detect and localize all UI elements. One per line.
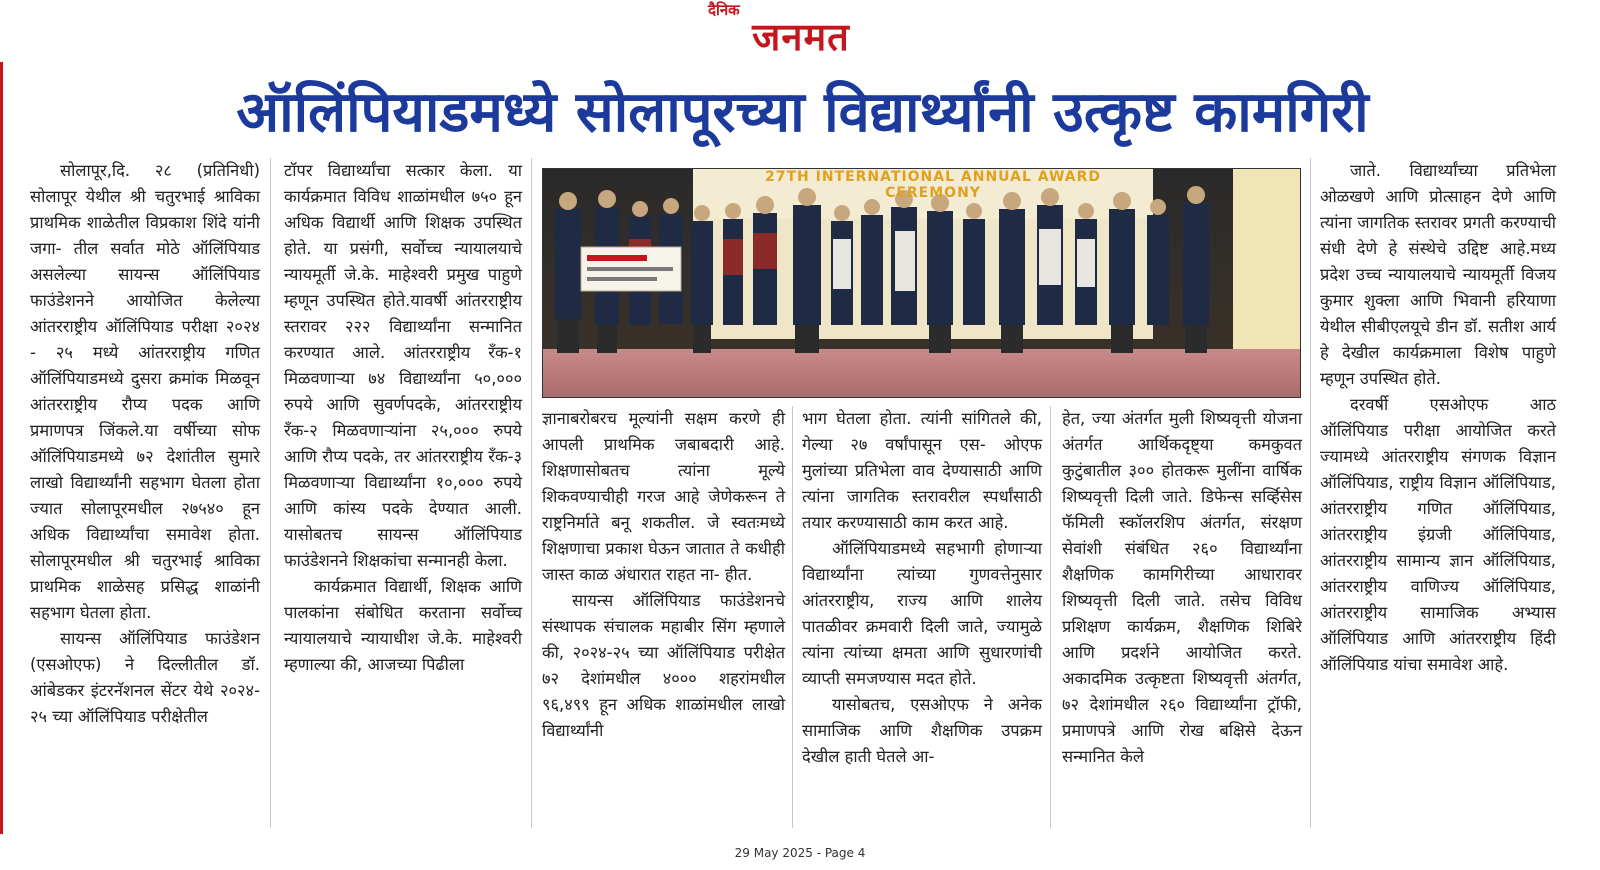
logo-big-text: जनमत [752, 15, 850, 59]
logo-small-text: दैनिक [708, 1, 740, 19]
column-divider [1050, 406, 1051, 828]
column-2 [284, 158, 522, 678]
newspaper-logo [696, 2, 906, 62]
column-2-paragraph-2: कार्यक्रमात विद्यार्थी, शिक्षक आणि पालकांना संबोधित करताना सर्वोच्च न्यायालयाचे न्यायाधीश जे.के. माहेश्वरी म्हणाल्या की, आजच्या पिढीला [284, 577, 522, 674]
column-1-paragraph-1: सोलापूर,दि. २८ (प्रतिनिधी) सोलापूर येथील श्री चतुरभाई श्राविका प्राथमिक शाळेतील विप्रकाश शिंदे यांनी जगा- तील सर्वात मोठे ऑलिंपियाड असलेल्या सायन्स ऑलिंपियाड फाउंडेशनने आयोजित केलेल्या आंतरराष्ट्रीय ऑलिंपियाड परीक्षा २०२४ - २५ मध्ये आंतरराष्ट्रीय गणित ऑलिंपियाडमध्ये दुसरा क्रमांक मिळवून आंतरराष्ट्रीय रौप्य पदक आणि प्रमाणपत्र जिंकले.या वर्षीच्या सोफ ऑलिंपियाडमध्ये ७२ देशांतील सुमारे लाखो विद्यार्थ्यांनी सहभाग घेतला होता ज्यात सोलापूरमधील २७५४० हून अधिक विद्यार्थ्यांचा समावेश होता. सोलापूरमधील श्री चतुरभाई श्राविका प्राथमिक शाळेसह प्रसिद्ध शाळांनी सहभाग घेतला होता. [30, 161, 260, 622]
column-4-paragraph-1: भाग घेतला होता. त्यांनी सांगितले की, गेल्या २७ वर्षांपासून एस- ओएफ मुलांच्या प्रतिभेला वाव देण्यासाठी आणि त्यांना जागतिक स्तरावरील स्पर्धांसाठी तयार करण्यासाठी काम करत आहे. [802, 409, 1042, 532]
column-4-paragraph-2: ऑलिंपियाडमध्ये सहभागी होणाऱ्या विद्यार्थ्यांना त्यांच्या गुणवत्तेनुसार आंतरराष्ट्रीय, राज्य आणि शालेय पातळीवर क्रमवारी दिली जाते, ज्यामुळे त्यांना त्यांच्या क्षमता आणि सुधारणांची व्याप्ती समजण्यास मदत होते. [802, 539, 1042, 688]
column-5 [1062, 406, 1302, 770]
award-ceremony-photo [542, 168, 1301, 398]
column-4 [802, 406, 1042, 770]
column-divider [792, 406, 793, 828]
column-2-paragraph-1: टॉपर विद्यार्थ्यांचा सत्कार केला. या कार्यक्रमात विविध शाळांमधील ७५० हून अधिक विद्यार्थी आणि शिक्षक उपस्थित होते. या प्रसंगी, सर्वोच्च न्यायालयाचे न्यायमूर्ती जे.के. माहेश्वरी प्रमुख पाहुणे म्हणून उपस्थित होते.यावर्षी आंतरराष्ट्रीय स्तरावर २२२ विद्यार्थ्यांना सन्मानित करण्यात आले. आंतरराष्ट्रीय रँक-१ मिळवणाऱ्या ७४ विद्यार्थ्यांना ५०,००० रुपये आणि सुवर्णपदके, आंतरराष्ट्रीय रँक-२ मिळवणाऱ्यांना २५,००० रुपये आणि रौप्य पदके, तर आंतरराष्ट्रीय रँक-३ मिळवणाऱ्या विद्यार्थ्यांना १०,००० रुपये आणि कांस्य पदके देण्यात आली. यासोबतच सायन्स ऑलिंपियाड फाउंडेशनने शिक्षकांचा सन्मानही केला. [284, 161, 522, 570]
column-3-paragraph-1: ज्ञानाबरोबरच मूल्यांनी सक्षम करणे ही आपली प्राथमिक जबाबदारी आहे. शिक्षणासोबतच त्यांना मूल्ये शिकवण्याचीही गरज आहे जेणेकरून ते राष्ट्रनिर्माते बनू शकतील. जे स्वतःमध्ये शिक्षणाचा प्रकाश घेऊन जातात ते कधीही जास्त काळ अंधारात राहत ना- हीत. [542, 409, 785, 584]
photo-illustration [543, 169, 1301, 398]
column-divider [1310, 158, 1311, 828]
left-margin-rule [0, 62, 3, 834]
column-6-paragraph-1: जाते. विद्यार्थ्यांच्या प्रतिभेला ओळखणे आणि प्रोत्साहन देणे आणि त्यांना जागतिक स्तरावर प्रगती करण्याची संधी देणे हे संस्थेचे उद्दिष्ट आहे.मध्य प्रदेश उच्च न्यायालयाचे न्यायमूर्ती विजय कुमार शुक्ला आणि भिवानी हरियाणा येथील सीबीएलयूचे डीन डॉ. सतीश आर्य हे देखील कार्यक्रमाला विशेष पाहुणे म्हणून उपस्थित होते. [1320, 161, 1556, 388]
column-6-paragraph-2: दरवर्षी एसओएफ आठ ऑलिंपियाड परीक्षा आयोजित करते ज्यामध्ये आंतरराष्ट्रीय संगणक विज्ञान ऑलिंपियाड, राष्ट्रीय विज्ञान ऑलिंपियाड, आंतरराष्ट्रीय गणित ऑलिंपियाड, आंतरराष्ट्रीय इंग्रजी ऑलिंपियाड, आंतरराष्ट्रीय सामान्य ज्ञान ऑलिंपियाड, आंतरराष्ट्रीय वाणिज्य ऑलिंपियाड, आंतरराष्ट्रीय सामाजिक अभ्यास ऑलिंपियाड आणि आंतरराष्ट्रीय हिंदी ऑलिंपियाड यांचा समावेश आहे. [1320, 395, 1556, 674]
column-4-paragraph-3: यासोबतच, एसओएफ ने अनेक सामाजिक आणि शैक्षणिक उपक्रम देखील हाती घेतले आ- [802, 695, 1042, 766]
column-6 [1320, 158, 1556, 678]
column-3-paragraph-2: सायन्स ऑलिंपियाड फाउंडेशनचे संस्थापक संचालक महाबीर सिंग म्हणाले की, २०२४-२५ च्या ऑलिंपियाड परीक्षेत ७२ देशांमधील ४००० शहरांमधील ९६,४९९ हून अधिक शाळांमधील लाखो विद्यार्थ्यांनी [542, 591, 785, 740]
column-1 [30, 158, 260, 730]
page-footer: 29 May 2025 - Page 4 [734, 846, 866, 860]
column-5-paragraph-1: हेत, ज्या अंतर्गत मुली शिष्यवृत्ती योजना अंतर्गत आर्थिकदृष्ट्या कमकुवत कुटुंबातील ३०० होतकरू मुलींना वार्षिक शिष्यवृत्ती दिली जाते. डिफेन्स सर्व्हिसेस फॅमिली स्कॉलरशिप अंतर्गत, संरक्षण सेवांशी संबंधित २६० विद्यार्थ्यांना शैक्षणिक कामगिरीच्या आधारावर शिष्यवृत्ती दिली जाते. तसेच विविध प्रशिक्षण कार्यक्रम, शैक्षणिक शिबिरे आणि प्रदर्शने आयोजित करते. अकादमिक उत्कृष्टता शिष्यवृत्ती अंतर्गत, ७२ देशांमधील २६० विद्यार्थ्यांना ट्रॉफी, प्रमाणपत्रे आणि रोख बक्षिसे देऊन सन्मानित केले [1062, 409, 1302, 766]
column-divider [531, 158, 532, 828]
column-1-paragraph-2: सायन्स ऑलिंपियाड फाउंडेशन (एसओएफ) ने दिल्लीतील डॉ. आंबेडकर इंटरनॅशनल सेंटर येथे २०२४- २५ च्या ऑलिंपियाड परीक्षेतील [30, 629, 260, 726]
article-headline: ऑलिंपियाडमध्ये सोलापूरच्या विद्यार्थ्यांनी उत्कृष्ट कामगिरी [236, 80, 1369, 145]
column-divider [270, 158, 271, 828]
photo-banner-text: 27TH INTERNATIONAL ANNUAL AWARD CEREMONY [764, 169, 1101, 201]
column-3 [542, 406, 785, 744]
